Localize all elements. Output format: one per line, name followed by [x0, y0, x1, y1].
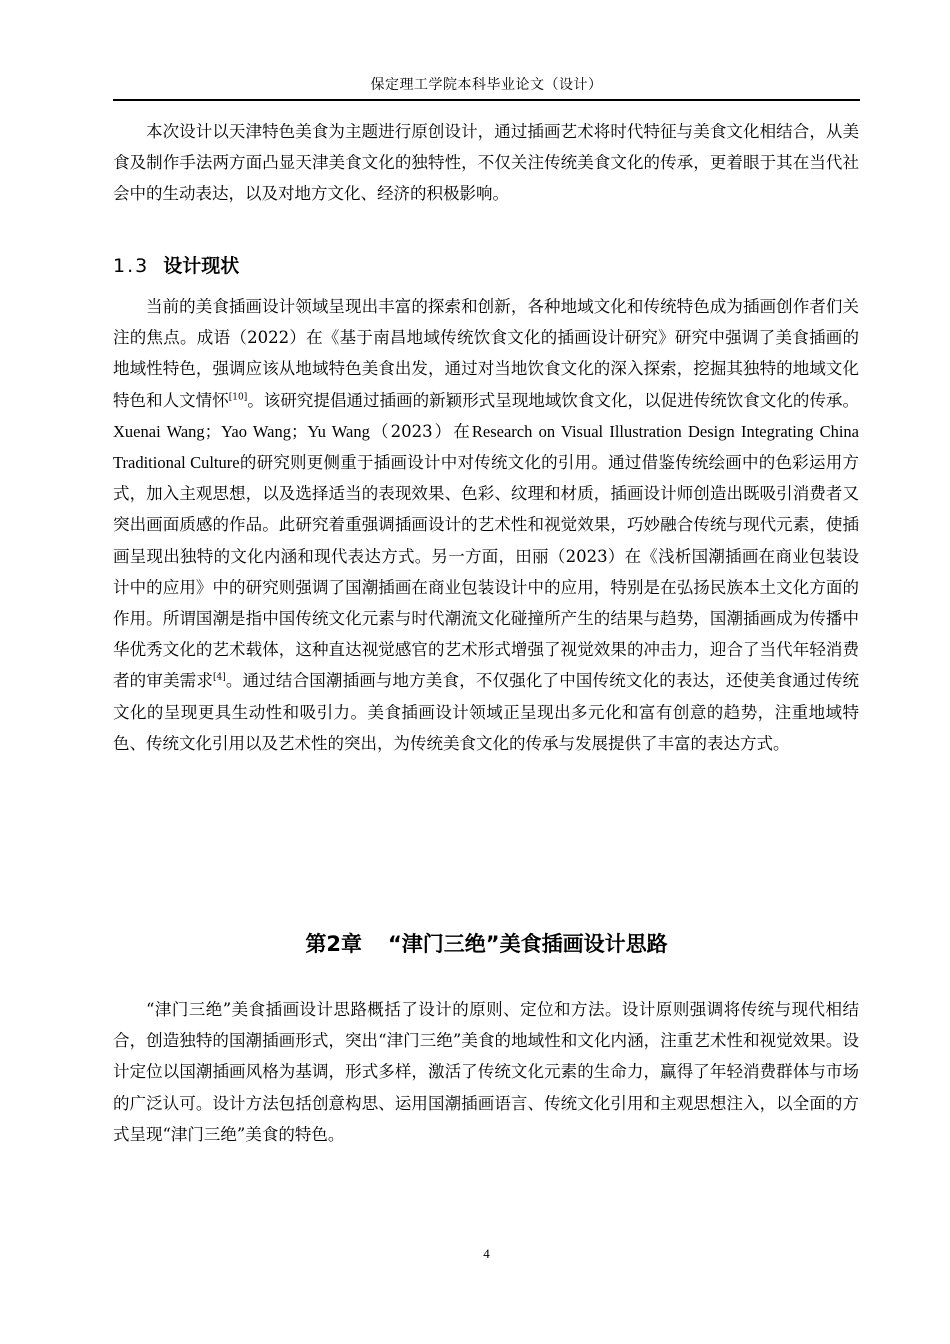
paragraph-text: （2023）在	[369, 421, 472, 441]
page-header-title: 保定理工学院本科毕业论文（设计）	[370, 77, 603, 93]
chapter-number: 第2章	[305, 932, 362, 956]
citation-ref: [4]	[213, 672, 226, 683]
page-number: 4	[483, 1246, 490, 1261]
intro-paragraph: 本次设计以天津特色美食为主题进行原创设计，通过插画艺术将时代特征与美食文化相结合，从美食及制作手法两方面凸显天津美食文化的独特性，不仅关注传统美食文化的传承，更着眼于其在当代社会中的生动表达，以及对地方文化、经济的积极影响。	[113, 122, 859, 204]
section-title: 设计现状	[163, 255, 240, 277]
header-divider	[113, 99, 860, 101]
chapter-2-paragraph: “津门三绝”美食插画设计思路概括了设计的原则、定位和方法。设计原则强调将传统与现代相结合，创造独特的国潮插画形式，突出“津门三绝”美食的地域性和文化内涵，注重艺术性和视觉效果。设计定位以国潮插画风格为基调，形式多样，激活了传统文化元素的生命力，赢得了年轻消费群体与市场的广泛认可。设计方法包括创意构思、运用国潮插画语言、传统文化引用和主观思想注入，以全面的方式呈现“津门三绝”美食的特色。	[113, 1000, 859, 1144]
section-number: 1.3	[113, 255, 150, 277]
section-heading-1-3	[113, 251, 239, 278]
paragraph-text: 的研究则更侧重于插画设计中对传统文化的引用。通过借鉴传统绘画中的色彩运用方式，加入主观思想，以及选择适当的表现效果、色彩、纹理和材质，插画设计师创造出既吸引消费者又突出画面质感的作品。此研究着重强调插画设计的艺术性和视觉效果，巧妙融合传统与现代元素，使插画呈现出独特的文化内涵和现代表达方式。另一方面，田丽（2023）在《浅析国潮插画在商业包装设计中的应用》中的研究则强调了国潮插画在商业包装设计中的应用，特别是在弘扬民族本土文化方面的作用。所谓国潮是指中国传统文化元素与时代潮流文化碰撞所产生的结果与趋势，国潮插画成为传播中华优秀文化的艺术载体，这种直达视觉感官的艺术形式增强了视觉效果的冲击力，迎合了当代年轻消费者的审美需求	[113, 453, 859, 691]
paragraph-text: 。通过结合国潮插画与地方美食，不仅强化了中国传统文化的表达，还使美食通过传统文化的呈现更具生动性和吸引力。美食插画设计领域正呈现出多元化和富有创意的趋势，注重地域特色、传统文化引用以及艺术性的突出，为传统美食文化的传承与发展提供了丰富的表达方式。	[113, 671, 860, 753]
cited-paper-title: Research on Visual Illustration Design Integrating China Traditional Culture	[113, 421, 859, 473]
design-status-paragraph	[113, 291, 859, 759]
citation-ref: [10]	[228, 392, 248, 403]
cited-authors: Xuenai Wang；Yao Wang；Yu Wang	[113, 421, 370, 441]
chapter-heading-2	[113, 928, 860, 958]
paragraph-text: 。该研究提倡通过插画的新颖形式呈现地域饮食文化，以促进传统饮食文化的传承。	[247, 390, 860, 410]
paragraph-text: 当前的美食插画设计领域呈现出丰富的探索和创新，各种地域文化和传统特色成为插画创作者们关注的焦点。成语（2022）在《基于南昌地域传统饮食文化的插画设计研究》研究中强调了美食插画的地域性特色，强调应该从地域特色美食出发，通过对当地饮食文化的深入探索，挖掘其独特的地域文化特色和人文情怀	[113, 297, 859, 410]
chapter-title: “津门三绝”美食插画设计思路	[388, 932, 668, 956]
